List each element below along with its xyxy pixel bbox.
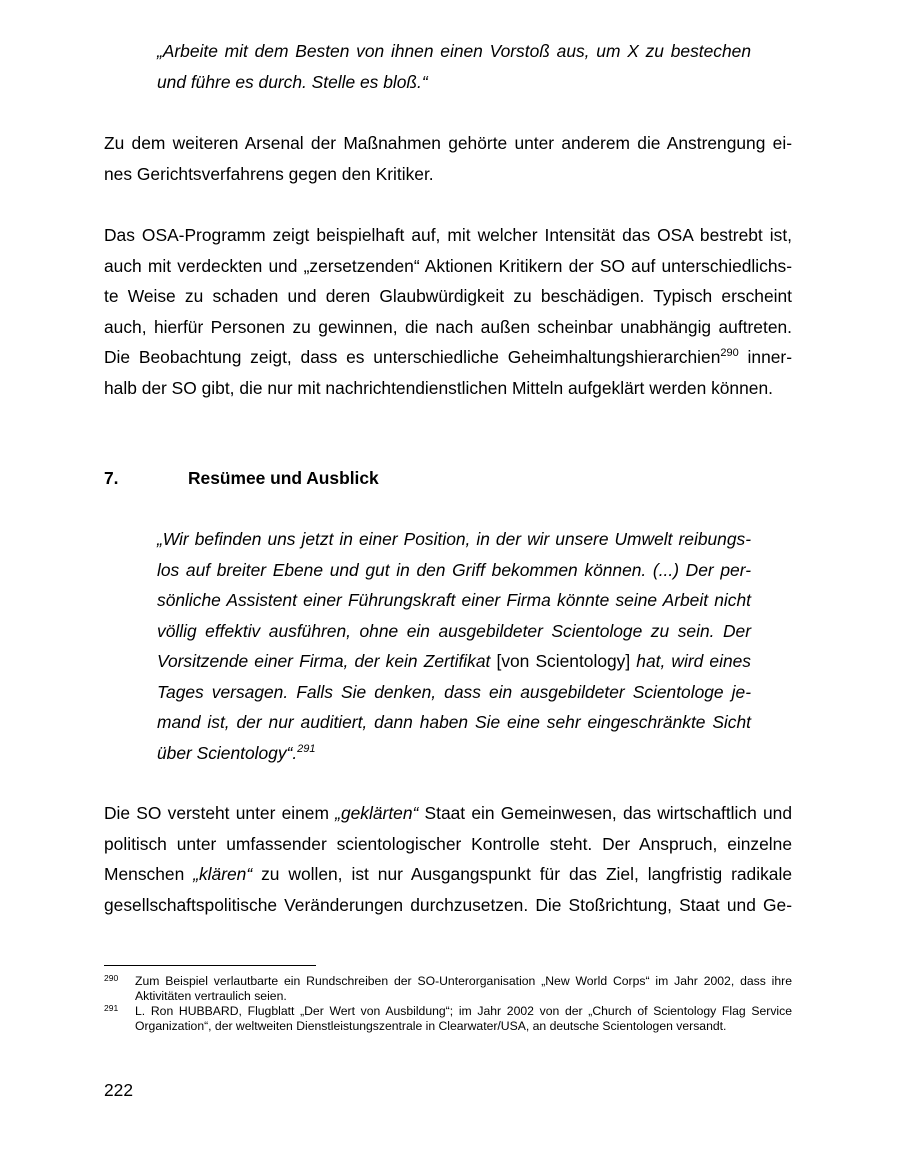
- paragraph-1: [104, 128, 792, 189]
- footnote-291: [104, 1004, 792, 1033]
- para1-line: nes Gerichtsverfahrens gegen den Kritiker.: [104, 163, 434, 184]
- section-title: Resümee und Ausblick: [188, 468, 379, 488]
- para3-line: politisch unter umfassender scientologischer Kontrolle steht. Der Anspruch, einzelne: [104, 833, 792, 854]
- para3-text: Die SO versteht unter einem: [104, 803, 336, 823]
- para3-emphasis: „klären“: [193, 864, 253, 884]
- quote1-line: „Arbeite mit dem Besten von ihnen einen Vorstoß aus, um X zu bestechen: [157, 41, 751, 61]
- para2-line5-text: Die Beobachtung zeigt, dass es unterschiedliche Geheimhaltungshierarchien: [104, 347, 721, 367]
- para1-line: Zu dem weiteren Arsenal der Maßnahmen gehörte unter anderem die Anstrengung ei-: [104, 133, 792, 153]
- quote2-line: los auf breiter Ebene und gut in den Griff bekommen können. (...) Der per-: [157, 559, 751, 580]
- para2-line: Das OSA-Programm zeigt beispielhaft auf, mit welcher Intensität das OSA bestrebt ist,: [104, 225, 792, 245]
- para2-line5-end: inner-: [738, 347, 793, 367]
- quote2-line: sönliche Assistent einer Führungskraft einer Firma könnte seine Arbeit nicht: [157, 590, 751, 610]
- footnote-text: L. Ron HUBBARD, Flugblatt „Der Wert von Ausbildung“; im Jahr 2002 von der „Church of Scientology Flag Service Organization“, der weltweiten Dienstleistungszentrale in Clearwater/USA, an deutsche Scientologen versandt.: [135, 1004, 792, 1033]
- para2-line: auch, hierfür Personen zu gewinnen, die nach außen scheinbar unabhängig auftreten.: [104, 316, 792, 337]
- page-number: 222: [104, 1080, 134, 1100]
- paragraph-3: [104, 798, 792, 920]
- footnote-number: 290: [104, 973, 119, 983]
- quote2-line: Tages versagen. Falls Sie denken, dass ein ausgebildeter Scientologe je-: [157, 681, 751, 702]
- para3-line: gesellschaftspolitische Veränderungen durchzusetzen. Die Stoßrichtung, Staat und Ge-: [104, 894, 792, 915]
- quote2-line5-c: hat, wird eines: [630, 651, 751, 671]
- para3-text: zu wollen, ist nur Ausgangspunkt für das Ziel, langfristig radikale: [252, 864, 792, 884]
- footnote-text: Zum Beispiel verlautbarte ein Rundschreiben der SO-Unterorganisation „New World Corps“ im Jahr 2002, dass ihre Aktivitäten vertraulich seien.: [135, 974, 792, 1003]
- para3-emphasis: „geklärten“: [335, 803, 419, 823]
- section-heading: [104, 466, 379, 490]
- footnote-290: [104, 974, 792, 1003]
- para3-line: [104, 798, 792, 829]
- quote2-line5-a: Vorsitzende einer Firma, der kein Zertifikat: [157, 651, 497, 671]
- para3-text: Staat ein Gemeinwesen, das wirtschaftlich und: [418, 803, 792, 823]
- para3-text: Menschen: [104, 864, 194, 884]
- quote2-editorial-insert: [von Scientology]: [496, 651, 631, 671]
- quote2-line-mixed: [157, 646, 751, 677]
- paragraph-2: [104, 220, 792, 403]
- quote2-line: mand ist, der nur auditiert, dann haben Sie eine sehr eingeschränkte Sicht: [157, 712, 751, 732]
- quote-block-2: [157, 524, 751, 768]
- quote2-last-text: über Scientology“.: [157, 742, 298, 763]
- para3-line: [104, 859, 792, 890]
- footnote-ref-290[interactable]: 290: [720, 347, 739, 359]
- para2-line: halb der SO gibt, die nur mit nachrichtendienstlichen Mitteln aufgeklärt werden können.: [104, 377, 773, 398]
- footnote-ref-291[interactable]: 291: [297, 742, 316, 755]
- para2-line: te Weise zu schaden und deren Glaubwürdigkeit zu beschädigen. Typisch erscheint: [104, 286, 792, 306]
- quote2-line: „Wir befinden uns jetzt in einer Position, in der wir unsere Umwelt reibungs-: [157, 529, 751, 549]
- quote2-last-line: [157, 738, 751, 769]
- quote-block-1: [157, 36, 751, 97]
- footnote-separator: [104, 965, 316, 966]
- footnote-number: 291: [104, 1003, 119, 1013]
- quote2-line: völlig effektiv ausführen, ohne ein ausgebildeter Scientologe zu sein. Der: [157, 620, 751, 641]
- quote1-line: und führe es durch. Stelle es bloß.“: [157, 71, 428, 92]
- para2-line: auch mit verdeckten und „zersetzenden“ Aktionen Kritikern der SO auf unterschiedlichs-: [104, 255, 792, 276]
- section-number: 7.: [104, 468, 119, 488]
- para2-line-with-footnote: [104, 342, 792, 373]
